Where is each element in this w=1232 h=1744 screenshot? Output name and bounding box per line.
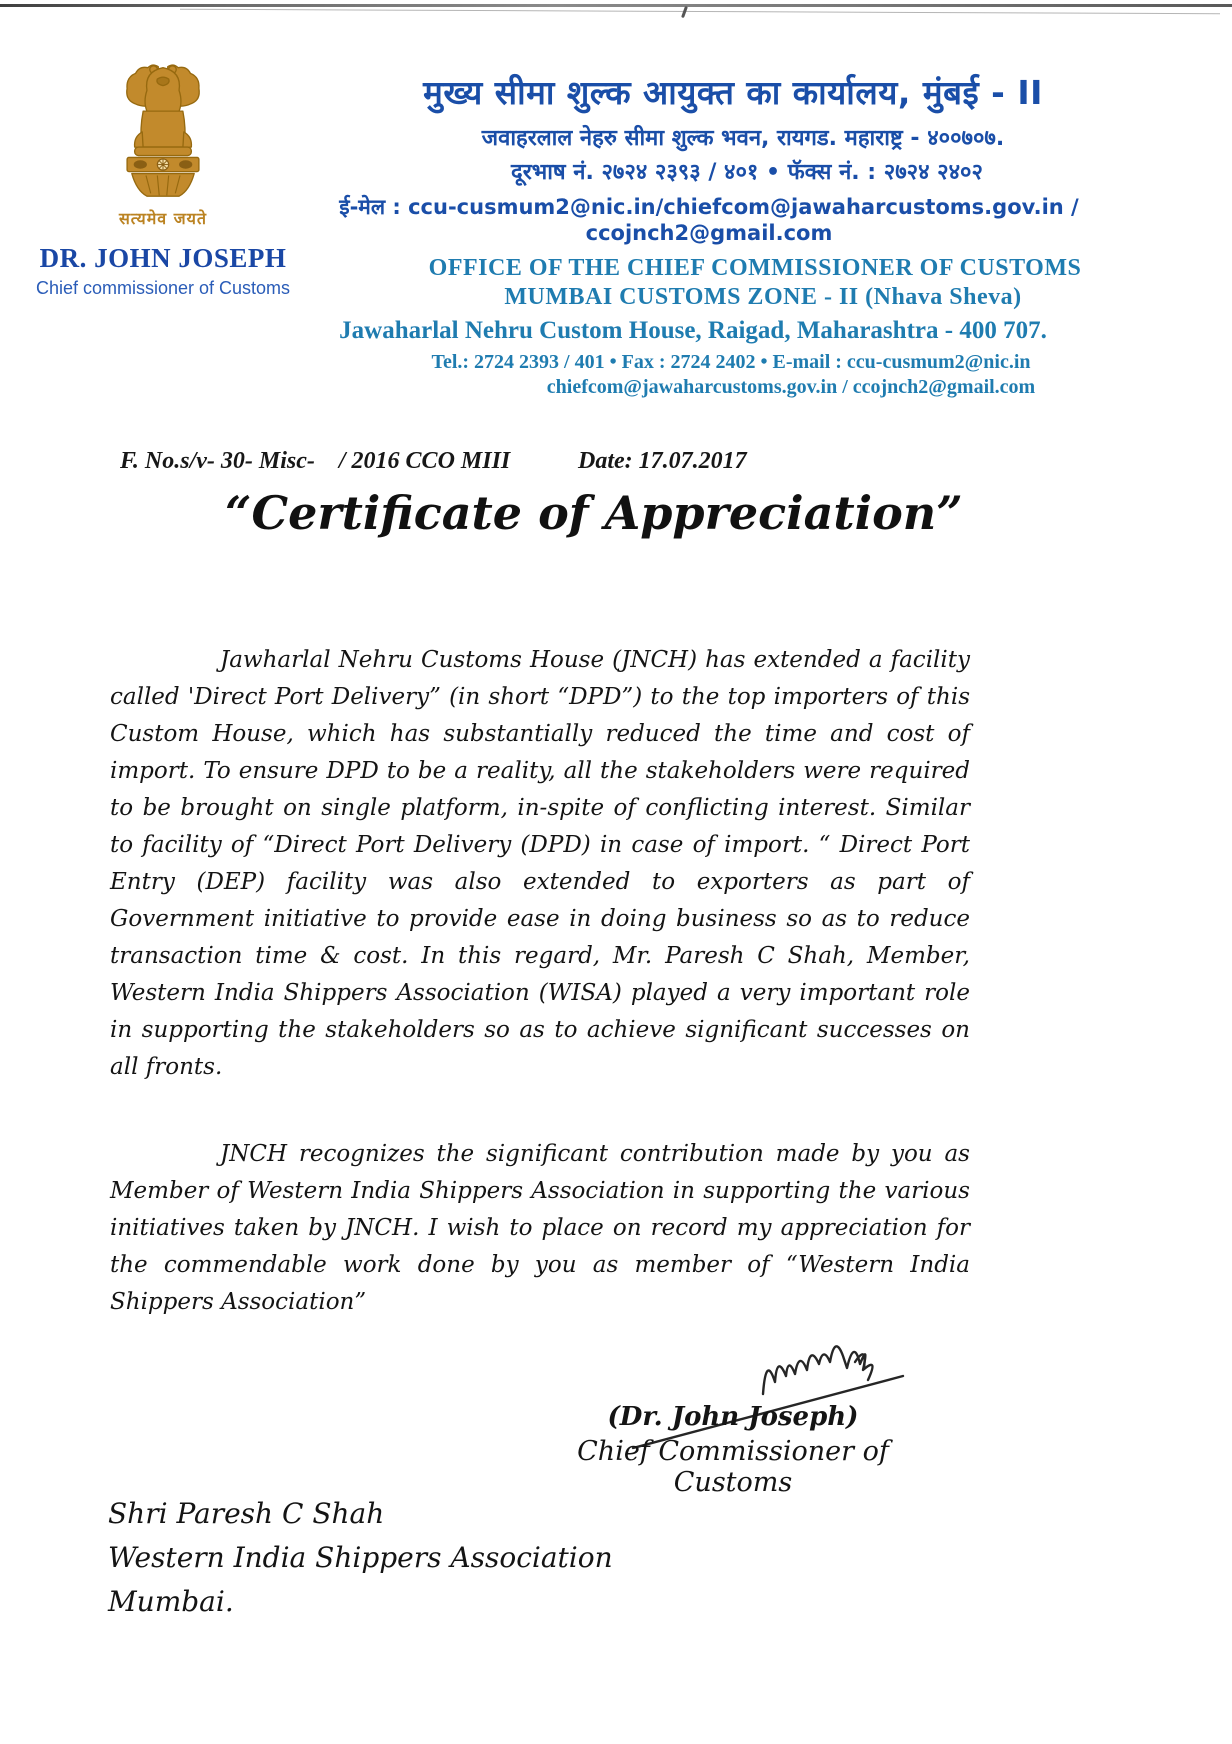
officer-name: DR. JOHN JOSEPH [39, 243, 287, 273]
letterhead-left-block [28, 62, 298, 299]
office-title-english-line2: MUMBAI CUSTOMS ZONE - II (Nhava Sheva) [504, 284, 1022, 311]
emblem-motto-text: सत्यमेव जयते [118, 209, 208, 228]
body-paragraph-1: Jawharlal Nehru Customs House (JNCH) has extended a facility called 'Direct Port Delivery” (in short “DPD”) to the top importers of this Custom House, which has substantially reduced the time and cost of import. To ensure DPD to be a reality, all the stakeholders were required to be brought on single platform, in-spite of conflicting interest. Similar to facility of “Direct Port Delivery (DPD) in case of import. “ Direct Port Entry (DEP) facility was also extended to exporters as part of Government initiative to provide ease in doing business so as to reduce transaction time & cost. In this regard, Mr. Paresh C Shah, Member, Western India Shippers Association (WISA) played a very important role in supporting the stakeholders so as to achieve significant successes on all fronts. [110, 647, 970, 1080]
office-title-hindi: मुख्य सीमा शुल्क आयुक्त का कार्यालय, मुंबई - II [423, 73, 1043, 112]
office-phone-hindi: दूरभाष नं. २७२४ २३९३ / ४०१ • फॅक्स नं. : २७२४ २४०२ [511, 160, 983, 186]
recipient-block [108, 1492, 613, 1624]
recipient-org: Western India Shippers Association [108, 1541, 613, 1574]
signature-block [533, 1340, 933, 1498]
office-address-english: Jawaharlal Nehru Custom House, Raigad, Maharashtra - 400 707. [339, 317, 1047, 345]
office-email-hindi: ई-मेल : ccu-cusmum2@nic.in/chiefcom@jawaharcustoms.gov.in / ccojnch2@gmail.com [339, 195, 1079, 246]
officer-designation: Chief commissioner of Customs [35, 278, 291, 298]
letterhead-right-block [318, 72, 1148, 399]
office-address-hindi: जवाहरलाल नेहरु सीमा शुल्क भवन, रायगड. महाराष्ट्र - ४००७०७. [481, 126, 1005, 152]
scan-tick-mark [681, 6, 688, 18]
signatory-title: Chief Commissioner of Customs [577, 1436, 889, 1498]
body-paragraph-2: JNCH recognizes the significant contribution made by you as Member of Western India Shippers Association in supporting the various initiatives taken by JNCH. I wish to place on record my appreciation for the commendable work done by you as member of “Western India Shippers Association” [110, 1141, 970, 1315]
india-national-emblem-icon [111, 62, 215, 205]
signatory-name: (Dr. John Joseph) [607, 1402, 859, 1432]
office-title-english-line1: OFFICE OF THE CHIEF COMMISSIONER OF CUSTOMS [428, 255, 1082, 282]
recipient-city: Mumbai. [108, 1585, 234, 1618]
certificate-title: “Certificate of Appreciation” [225, 486, 963, 540]
scan-edge-artifact-thin [180, 9, 1220, 15]
office-contact-line1: Tel.: 2724 2393 / 401 • Fax : 2724 2402 • E-mail : ccu-cusmum2@nic.in [431, 351, 1031, 374]
scan-edge-artifact [0, 4, 1232, 7]
recipient-name: Shri Paresh C Shah [108, 1497, 385, 1530]
file-number: F. No.s/v- 30- Misc- / 2016 CCO MIII [120, 448, 511, 474]
office-contact-line2: chiefcom@jawaharcustoms.gov.in / ccojnch2@gmail.com [546, 376, 1036, 399]
letter-body [110, 642, 970, 1321]
letter-date: Date: 17.07.2017 [578, 448, 747, 474]
